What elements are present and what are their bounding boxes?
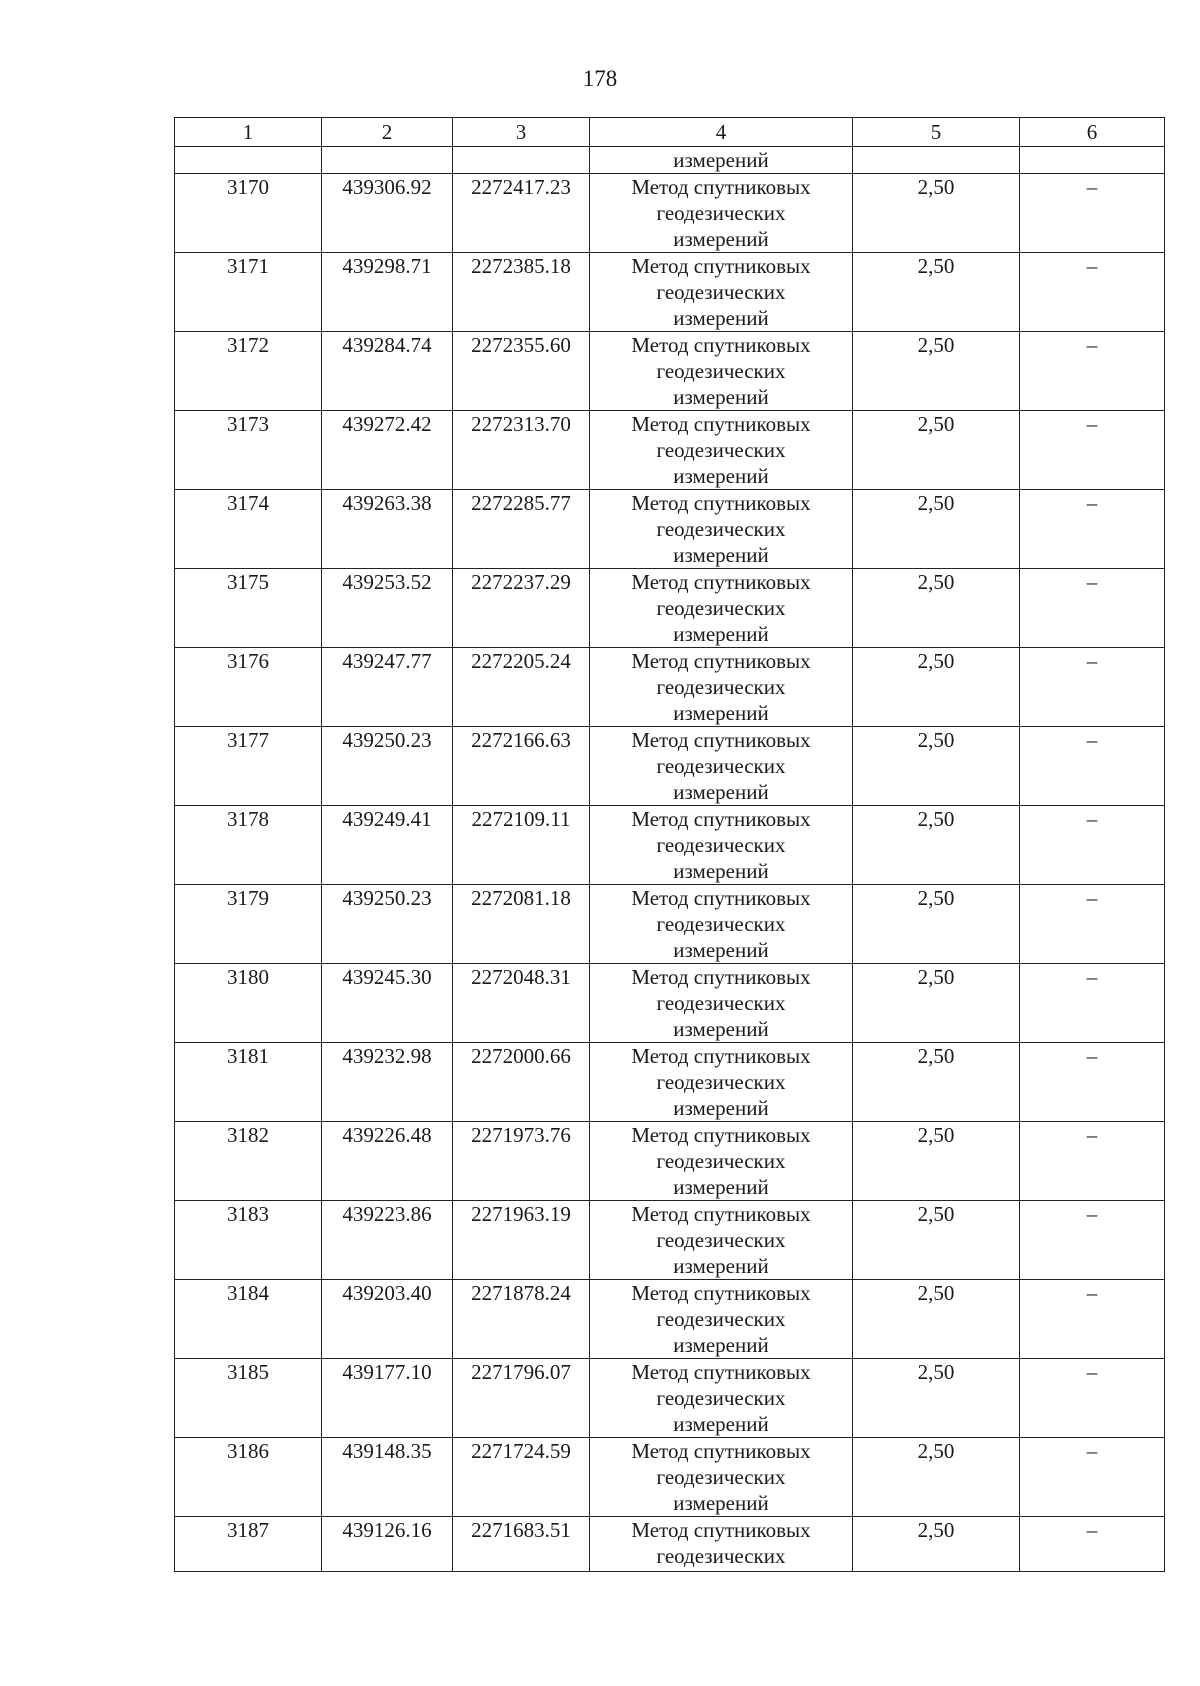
note-value: – [1020, 964, 1165, 1043]
continuation-row [175, 147, 1165, 174]
note-value: – [1020, 1438, 1165, 1517]
method-line: Метод спутниковых [631, 886, 811, 910]
coordinate-y: 2271683.51 [453, 1517, 590, 1572]
method-line: измерений [673, 1412, 769, 1436]
accuracy-value: 2,50 [853, 1359, 1020, 1438]
note-value: – [1020, 253, 1165, 332]
method-line: геодезических [656, 1228, 786, 1252]
method-line: измерений [673, 464, 769, 488]
table-row [175, 1359, 1165, 1438]
method-line: геодезических [656, 912, 786, 936]
method-cell [590, 727, 853, 806]
coordinate-x: 439272.42 [322, 411, 453, 490]
coordinate-y: 2271724.59 [453, 1438, 590, 1517]
method-line: измерений [673, 938, 769, 962]
note-value: – [1020, 1201, 1165, 1280]
point-number: 3180 [175, 964, 322, 1043]
accuracy-value: 2,50 [853, 174, 1020, 253]
cell-empty [853, 147, 1020, 174]
coordinate-x: 439249.41 [322, 806, 453, 885]
coordinate-x: 439253.52 [322, 569, 453, 648]
method-cell [590, 1043, 853, 1122]
accuracy-value: 2,50 [853, 332, 1020, 411]
method-line: Метод спутниковых [631, 175, 811, 199]
point-number: 3178 [175, 806, 322, 885]
method-line: измерений [673, 1096, 769, 1120]
table-row [175, 1122, 1165, 1201]
accuracy-value: 2,50 [853, 490, 1020, 569]
page-number: 178 [582, 66, 618, 91]
method-line: измерений [673, 701, 769, 725]
note-value: – [1020, 1043, 1165, 1122]
method-cell [590, 885, 853, 964]
method-line: измерений [673, 622, 769, 646]
method-line: геодезических [656, 1544, 786, 1568]
table-row [175, 490, 1165, 569]
accuracy-value: 2,50 [853, 1122, 1020, 1201]
point-number: 3181 [175, 1043, 322, 1122]
method-line: Метод спутниковых [631, 649, 811, 673]
point-number: 3174 [175, 490, 322, 569]
method-line: геодезических [656, 201, 786, 225]
coordinate-x: 439306.92 [322, 174, 453, 253]
method-line: геодезических [656, 438, 786, 462]
method-cell [590, 174, 853, 253]
method-line: Метод спутниковых [631, 1518, 811, 1542]
method-cell [590, 1517, 853, 1572]
accuracy-value: 2,50 [853, 885, 1020, 964]
method-line: Метод спутниковых [631, 1202, 811, 1226]
point-number: 3177 [175, 727, 322, 806]
point-number: 3185 [175, 1359, 322, 1438]
method-cell [590, 806, 853, 885]
table-row [175, 964, 1165, 1043]
column-header-6: 6 [1020, 118, 1165, 147]
table-row [175, 885, 1165, 964]
method-cell [590, 1201, 853, 1280]
method-line: геодезических [656, 517, 786, 541]
method-line: измерений [673, 1491, 769, 1515]
column-header-5: 5 [853, 118, 1020, 147]
note-value: – [1020, 332, 1165, 411]
point-number: 3179 [175, 885, 322, 964]
table-row [175, 1280, 1165, 1359]
method-line: геодезических [656, 754, 786, 778]
accuracy-value: 2,50 [853, 1043, 1020, 1122]
coordinate-y: 2272355.60 [453, 332, 590, 411]
method-cell [590, 490, 853, 569]
coordinates-table [174, 117, 1165, 1572]
coordinate-y: 2271973.76 [453, 1122, 590, 1201]
coordinate-y: 2272385.18 [453, 253, 590, 332]
coordinate-y: 2272109.11 [453, 806, 590, 885]
method-line: геодезических [656, 991, 786, 1015]
method-cell [590, 569, 853, 648]
accuracy-value: 2,50 [853, 964, 1020, 1043]
accuracy-value: 2,50 [853, 1438, 1020, 1517]
accuracy-value: 2,50 [853, 806, 1020, 885]
coordinate-y: 2271963.19 [453, 1201, 590, 1280]
point-number: 3182 [175, 1122, 322, 1201]
coordinate-y: 2272048.31 [453, 964, 590, 1043]
table-row [175, 727, 1165, 806]
method-cell [590, 1438, 853, 1517]
point-number: 3184 [175, 1280, 322, 1359]
coordinate-x: 439226.48 [322, 1122, 453, 1201]
accuracy-value: 2,50 [853, 1201, 1020, 1280]
method-line: измерений [673, 1254, 769, 1278]
coordinate-y: 2272205.24 [453, 648, 590, 727]
method-cell [590, 332, 853, 411]
coordinate-x: 439223.86 [322, 1201, 453, 1280]
point-number: 3183 [175, 1201, 322, 1280]
accuracy-value: 2,50 [853, 569, 1020, 648]
coordinate-y: 2272166.63 [453, 727, 590, 806]
coordinate-x: 439247.77 [322, 648, 453, 727]
method-line: Метод спутниковых [631, 254, 811, 278]
coordinate-x: 439263.38 [322, 490, 453, 569]
coordinate-x: 439250.23 [322, 885, 453, 964]
method-line: измерений [673, 1333, 769, 1357]
method-line: Метод спутниковых [631, 965, 811, 989]
coordinate-y: 2272285.77 [453, 490, 590, 569]
method-line: геодезических [656, 675, 786, 699]
method-line: измерений [673, 1017, 769, 1041]
note-value: – [1020, 727, 1165, 806]
coordinate-y: 2272000.66 [453, 1043, 590, 1122]
coordinate-x: 439203.40 [322, 1280, 453, 1359]
method-line: Метод спутниковых [631, 1123, 811, 1147]
method-line: геодезических [656, 1465, 786, 1489]
note-value: – [1020, 174, 1165, 253]
method-line: Метод спутниковых [631, 333, 811, 357]
method-line: измерений [673, 227, 769, 251]
note-value: – [1020, 1359, 1165, 1438]
column-header-2: 2 [322, 118, 453, 147]
note-value: – [1020, 1280, 1165, 1359]
method-line: Метод спутниковых [631, 1044, 811, 1068]
note-value: – [1020, 806, 1165, 885]
column-header-1: 1 [175, 118, 322, 147]
note-value: – [1020, 1122, 1165, 1201]
cell-empty [175, 147, 322, 174]
coordinate-y: 2271878.24 [453, 1280, 590, 1359]
column-header-3: 3 [453, 118, 590, 147]
coordinate-x: 439126.16 [322, 1517, 453, 1572]
header-row [175, 118, 1165, 147]
method-line: геодезических [656, 1307, 786, 1331]
table-row [175, 1517, 1165, 1572]
cell-empty [453, 147, 590, 174]
table-row [175, 332, 1165, 411]
method-line: измерений [673, 385, 769, 409]
method-line: Метод спутниковых [631, 807, 811, 831]
method-line: измерений [673, 1175, 769, 1199]
column-header-4: 4 [590, 118, 853, 147]
method-line: геодезических [656, 1149, 786, 1173]
accuracy-value: 2,50 [853, 1280, 1020, 1359]
point-number: 3175 [175, 569, 322, 648]
point-number: 3170 [175, 174, 322, 253]
table-row [175, 1201, 1165, 1280]
method-cell [590, 253, 853, 332]
table-row [175, 1438, 1165, 1517]
note-value: – [1020, 885, 1165, 964]
coordinate-x: 439284.74 [322, 332, 453, 411]
method-line: геодезических [656, 596, 786, 620]
method-line: Метод спутниковых [631, 1281, 811, 1305]
coordinate-x: 439250.23 [322, 727, 453, 806]
continued-method-text: измерений [590, 147, 853, 174]
method-cell [590, 1122, 853, 1201]
coordinate-y: 2272237.29 [453, 569, 590, 648]
method-line: измерений [673, 780, 769, 804]
table-row [175, 806, 1165, 885]
method-line: геодезических [656, 280, 786, 304]
coordinate-y: 2272081.18 [453, 885, 590, 964]
coordinate-x: 439245.30 [322, 964, 453, 1043]
method-line: геодезических [656, 1386, 786, 1410]
method-cell [590, 1359, 853, 1438]
table-row [175, 648, 1165, 727]
method-line: измерений [673, 306, 769, 330]
method-line: Метод спутниковых [631, 570, 811, 594]
coordinate-y: 2272417.23 [453, 174, 590, 253]
point-number: 3172 [175, 332, 322, 411]
method-cell [590, 411, 853, 490]
method-line: Метод спутниковых [631, 1439, 811, 1463]
accuracy-value: 2,50 [853, 411, 1020, 490]
note-value: – [1020, 1517, 1165, 1572]
coordinate-x: 439177.10 [322, 1359, 453, 1438]
cell-empty [322, 147, 453, 174]
point-number: 3171 [175, 253, 322, 332]
method-line: геодезических [656, 1070, 786, 1094]
method-line: Метод спутниковых [631, 412, 811, 436]
coordinate-x: 439298.71 [322, 253, 453, 332]
accuracy-value: 2,50 [853, 727, 1020, 806]
note-value: – [1020, 490, 1165, 569]
method-line: измерений [673, 859, 769, 883]
accuracy-value: 2,50 [853, 1517, 1020, 1572]
note-value: – [1020, 411, 1165, 490]
coordinate-y: 2271796.07 [453, 1359, 590, 1438]
method-cell [590, 1280, 853, 1359]
point-number: 3176 [175, 648, 322, 727]
method-line: Метод спутниковых [631, 1360, 811, 1384]
note-value: – [1020, 648, 1165, 727]
method-line: Метод спутниковых [631, 728, 811, 752]
coordinate-x: 439148.35 [322, 1438, 453, 1517]
method-cell [590, 964, 853, 1043]
accuracy-value: 2,50 [853, 648, 1020, 727]
method-line: измерений [673, 543, 769, 567]
table-row [175, 253, 1165, 332]
method-line: геодезических [656, 833, 786, 857]
note-value: – [1020, 569, 1165, 648]
table-row [175, 569, 1165, 648]
point-number: 3173 [175, 411, 322, 490]
coordinate-y: 2272313.70 [453, 411, 590, 490]
method-line: геодезических [656, 359, 786, 383]
table-row [175, 174, 1165, 253]
table-row [175, 1043, 1165, 1122]
coordinate-x: 439232.98 [322, 1043, 453, 1122]
cell-empty [1020, 147, 1165, 174]
method-cell [590, 648, 853, 727]
point-number: 3187 [175, 1517, 322, 1572]
method-line: Метод спутниковых [631, 491, 811, 515]
table-row [175, 411, 1165, 490]
accuracy-value: 2,50 [853, 253, 1020, 332]
point-number: 3186 [175, 1438, 322, 1517]
